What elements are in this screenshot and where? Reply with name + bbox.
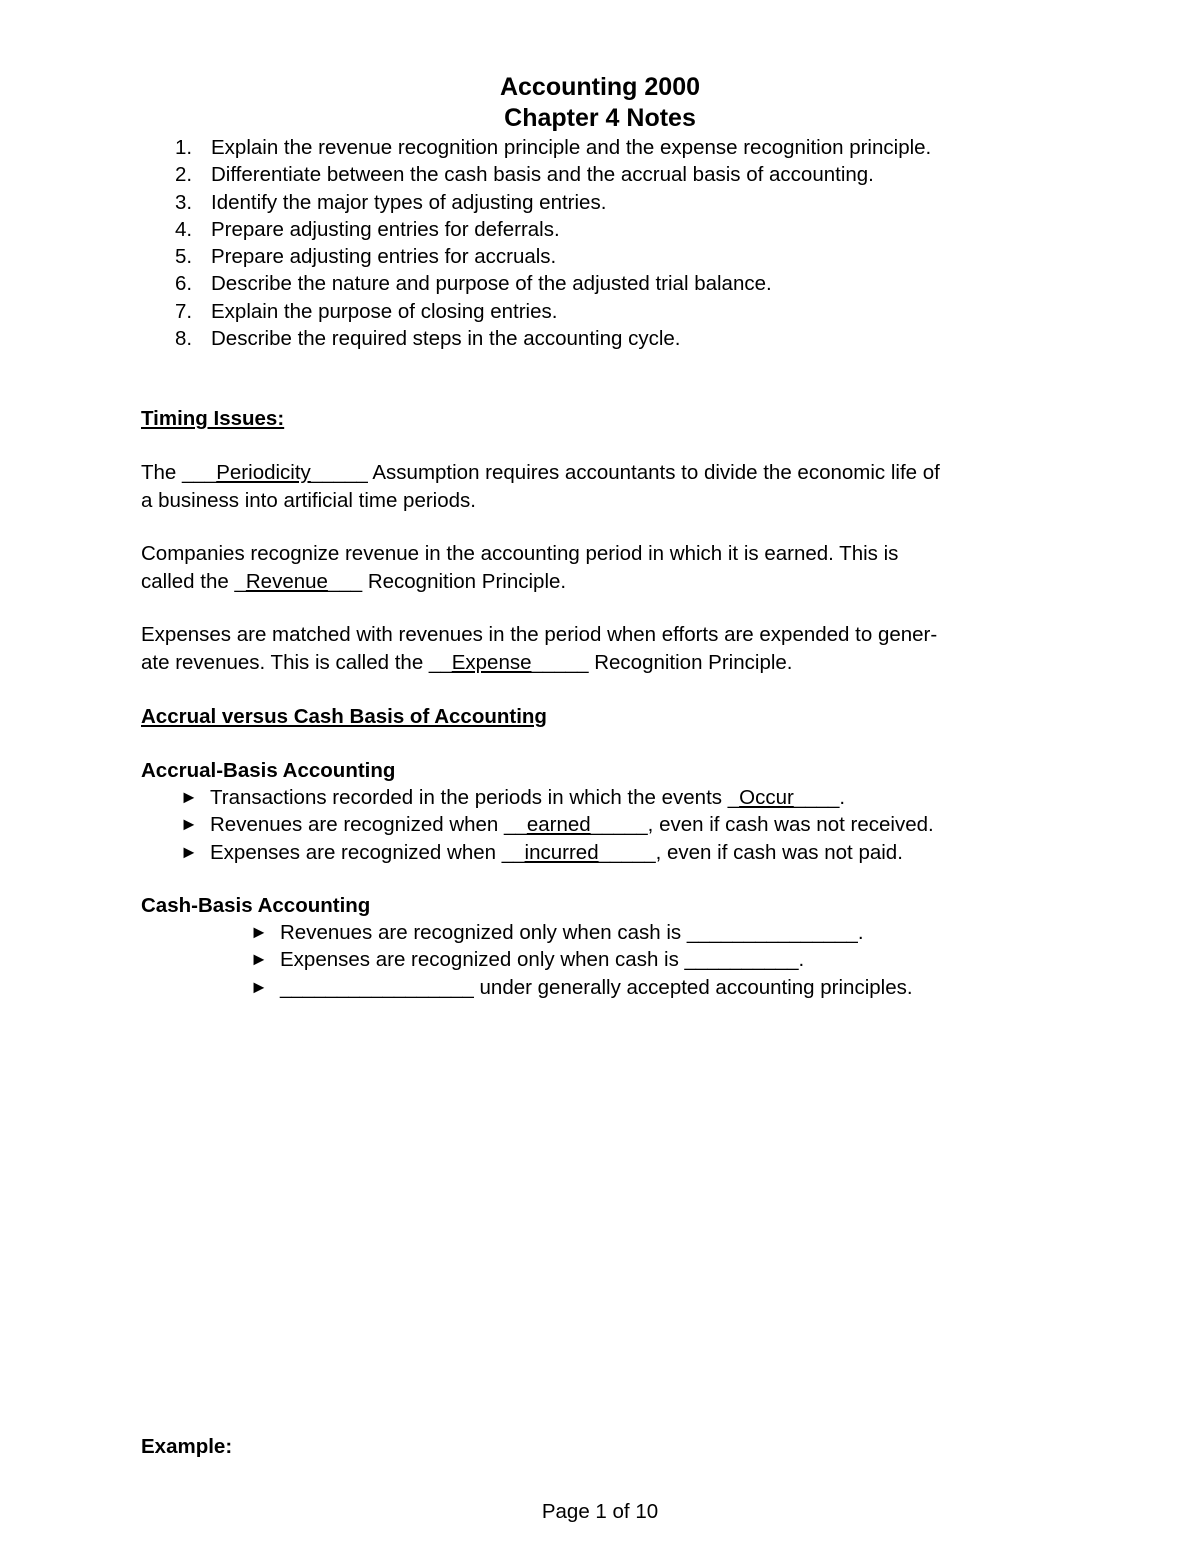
- accrual-vs-cash-heading: Accrual versus Cash Basis of Accounting: [141, 705, 547, 728]
- fill-in-answer: Occur: [739, 786, 794, 809]
- right-pointing-triangle-icon: ►: [180, 814, 198, 835]
- accrual-basis-bullets: [180, 784, 934, 866]
- document-subtitle: Chapter 4 Notes: [504, 104, 696, 132]
- fill-in-answer: Periodicity: [216, 461, 311, 484]
- list-item: 3. Identify the major types of adjusting entries.: [175, 190, 607, 214]
- right-pointing-triangle-icon: ►: [250, 949, 268, 970]
- fill-in-answer: Expense: [451, 650, 532, 674]
- expense-recognition-paragraph: Expenses are matched with revenues in the period when efforts are expended to gener- ate revenues. This is called the __Expense_____ Recognition Principle.: [141, 623, 938, 674]
- learning-objectives-list: [175, 134, 931, 352]
- list-item: ► Expenses are recognized when __ incurred _____, even if cash was not paid.: [180, 839, 934, 866]
- fill-in-answer: incurred: [524, 840, 599, 864]
- list-item: 5. Prepare adjusting entries for accruals.: [175, 245, 557, 269]
- list-item: 6. Describe the nature and purpose of the adjusted trial balance.: [175, 272, 772, 296]
- list-item: ► Expenses are recognized only when cash is __________.: [250, 946, 913, 973]
- document-title: Accounting 2000: [499, 73, 701, 101]
- list-item: 1. Explain the revenue recognition principle and the expense recognition principle.: [175, 136, 932, 159]
- list-item: ► _________________ under generally accepted accounting principles.: [250, 974, 913, 1001]
- cash-basis-heading-block: [141, 892, 1071, 920]
- periodicity-paragraph: The ___Periodicity_____ Assumption requires accountants to divide the economic life of a business into artificial time periods.: [141, 461, 940, 512]
- list-item: ► Revenues are recognized when __ earned _____, even if cash was not received.: [180, 811, 934, 838]
- list-item: 4. Prepare adjusting entries for deferrals.: [175, 217, 560, 241]
- accrual-basis-heading-block: [141, 757, 1071, 785]
- timing-issues-heading: Timing Issues:: [141, 407, 285, 430]
- revenue-recognition-paragraph: Companies recognize revenue in the accounting period in which it is earned. This is called the _Revenue___ Recognition Principle.: [141, 542, 899, 593]
- right-pointing-triangle-icon: ►: [180, 841, 198, 862]
- accrual-vs-cash-heading-block: [141, 703, 1071, 731]
- page-number: Page 1 of 10: [541, 1500, 659, 1523]
- right-pointing-triangle-icon: ►: [180, 787, 198, 807]
- list-item: 7. Explain the purpose of closing entries.: [175, 299, 558, 323]
- cash-basis-heading: Cash-Basis Accounting: [141, 894, 371, 917]
- list-item: 8. Describe the required steps in the accounting cycle.: [175, 327, 681, 351]
- list-item: ► Transactions recorded in the periods in which the events _ Occur ____.: [180, 784, 934, 811]
- list-item: ► Revenues are recognized only when cash is _______________.: [250, 919, 913, 946]
- fill-in-answer: Revenue: [245, 569, 328, 593]
- example-heading: Example:: [141, 1435, 233, 1458]
- list-item: 2. Differentiate between the cash basis and the accrual basis of accounting.: [175, 163, 874, 187]
- right-pointing-triangle-icon: ►: [250, 922, 268, 942]
- timing-issues-section: [141, 405, 1071, 433]
- example-heading-block: [141, 1433, 1071, 1461]
- accrual-basis-heading: Accrual-Basis Accounting: [141, 759, 396, 782]
- fill-in-answer: earned: [526, 813, 591, 837]
- cash-basis-bullets: [250, 919, 913, 1001]
- right-pointing-triangle-icon: ►: [250, 976, 268, 997]
